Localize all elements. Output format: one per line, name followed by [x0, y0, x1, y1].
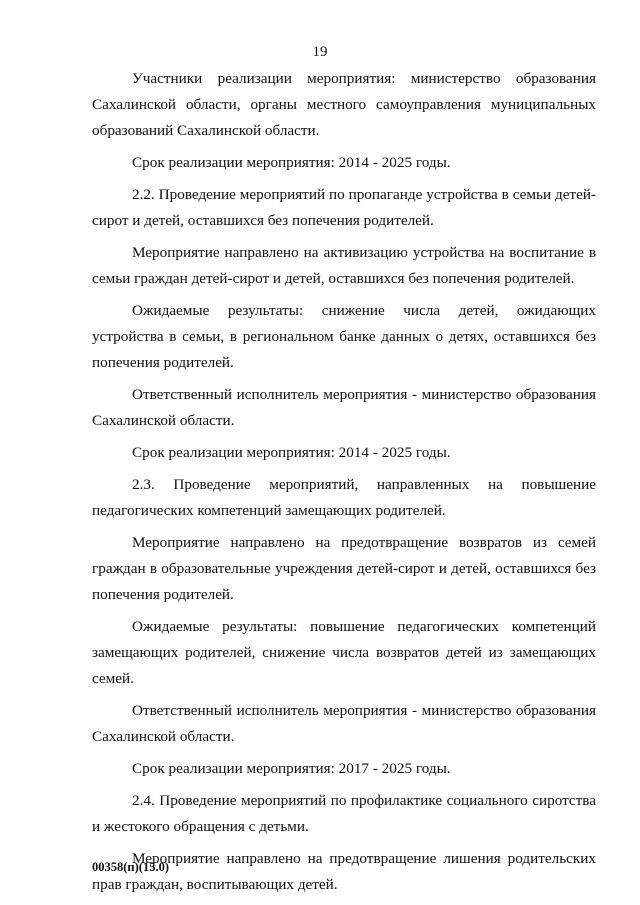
paragraph-expected-results: Ожидаемые результаты: повышение педагогических компетенций замещающих родителей, снижение числа возвратов детей из замещающих семей. [92, 618, 596, 687]
paragraph-heading-2-3: 2.3. Проведение мероприятий, направленных на повышение педагогических компетенций замещающих родителей. [92, 476, 596, 519]
document-code: 00358(п)(15.0) [92, 860, 169, 874]
paragraph-aim: Мероприятие направлено на активизацию устройства на воспитание в семьи граждан детей-сирот и детей, оставшихся без попечения родителей. [92, 244, 596, 287]
document-body [92, 66, 596, 904]
paragraph-aim: Мероприятие направлено на предотвращение возвратов из семей граждан в образовательные учреждения детей-сирот и детей, оставшихся без попечения родителей. [92, 534, 596, 603]
paragraph-expected-results: Ожидаемые результаты: снижение числа детей, ожидающих устройства в семьи, в региональном банке данных о детях, оставшихся без попечения родителей. [92, 302, 596, 371]
paragraph-responsible: Ответственный исполнитель мероприятия - министерство образования Сахалинской области. [92, 386, 596, 429]
page-number: 19 [312, 44, 328, 60]
paragraph-heading-2-2: 2.2. Проведение мероприятий по пропаганде устройства в семьи детей-сирот и детей, оставшихся без попечения родителей. [92, 186, 596, 229]
paragraph-aim: Мероприятие направлено на предотвращение лишения родительских прав граждан, воспитывающих детей. [92, 850, 596, 893]
paragraph-term: Срок реализации мероприятия: 2017 - 2025 годы. [132, 760, 451, 777]
paragraph-responsible: Ответственный исполнитель мероприятия - министерство образования Сахалинской области. [92, 702, 596, 745]
paragraph-term: Срок реализации мероприятия: 2014 - 2025 годы. [132, 444, 451, 461]
paragraph-participants: Участники реализации мероприятия: министерство образования Сахалинской области, органы местного самоуправления муниципальных образований Сахалинской области. [92, 70, 596, 139]
paragraph-term: Срок реализации мероприятия: 2014 - 2025 годы. [132, 154, 451, 171]
paragraph-heading-2-4: 2.4. Проведение мероприятий по профилактике социального сиротства и жестокого обращения с детьми. [92, 792, 596, 835]
